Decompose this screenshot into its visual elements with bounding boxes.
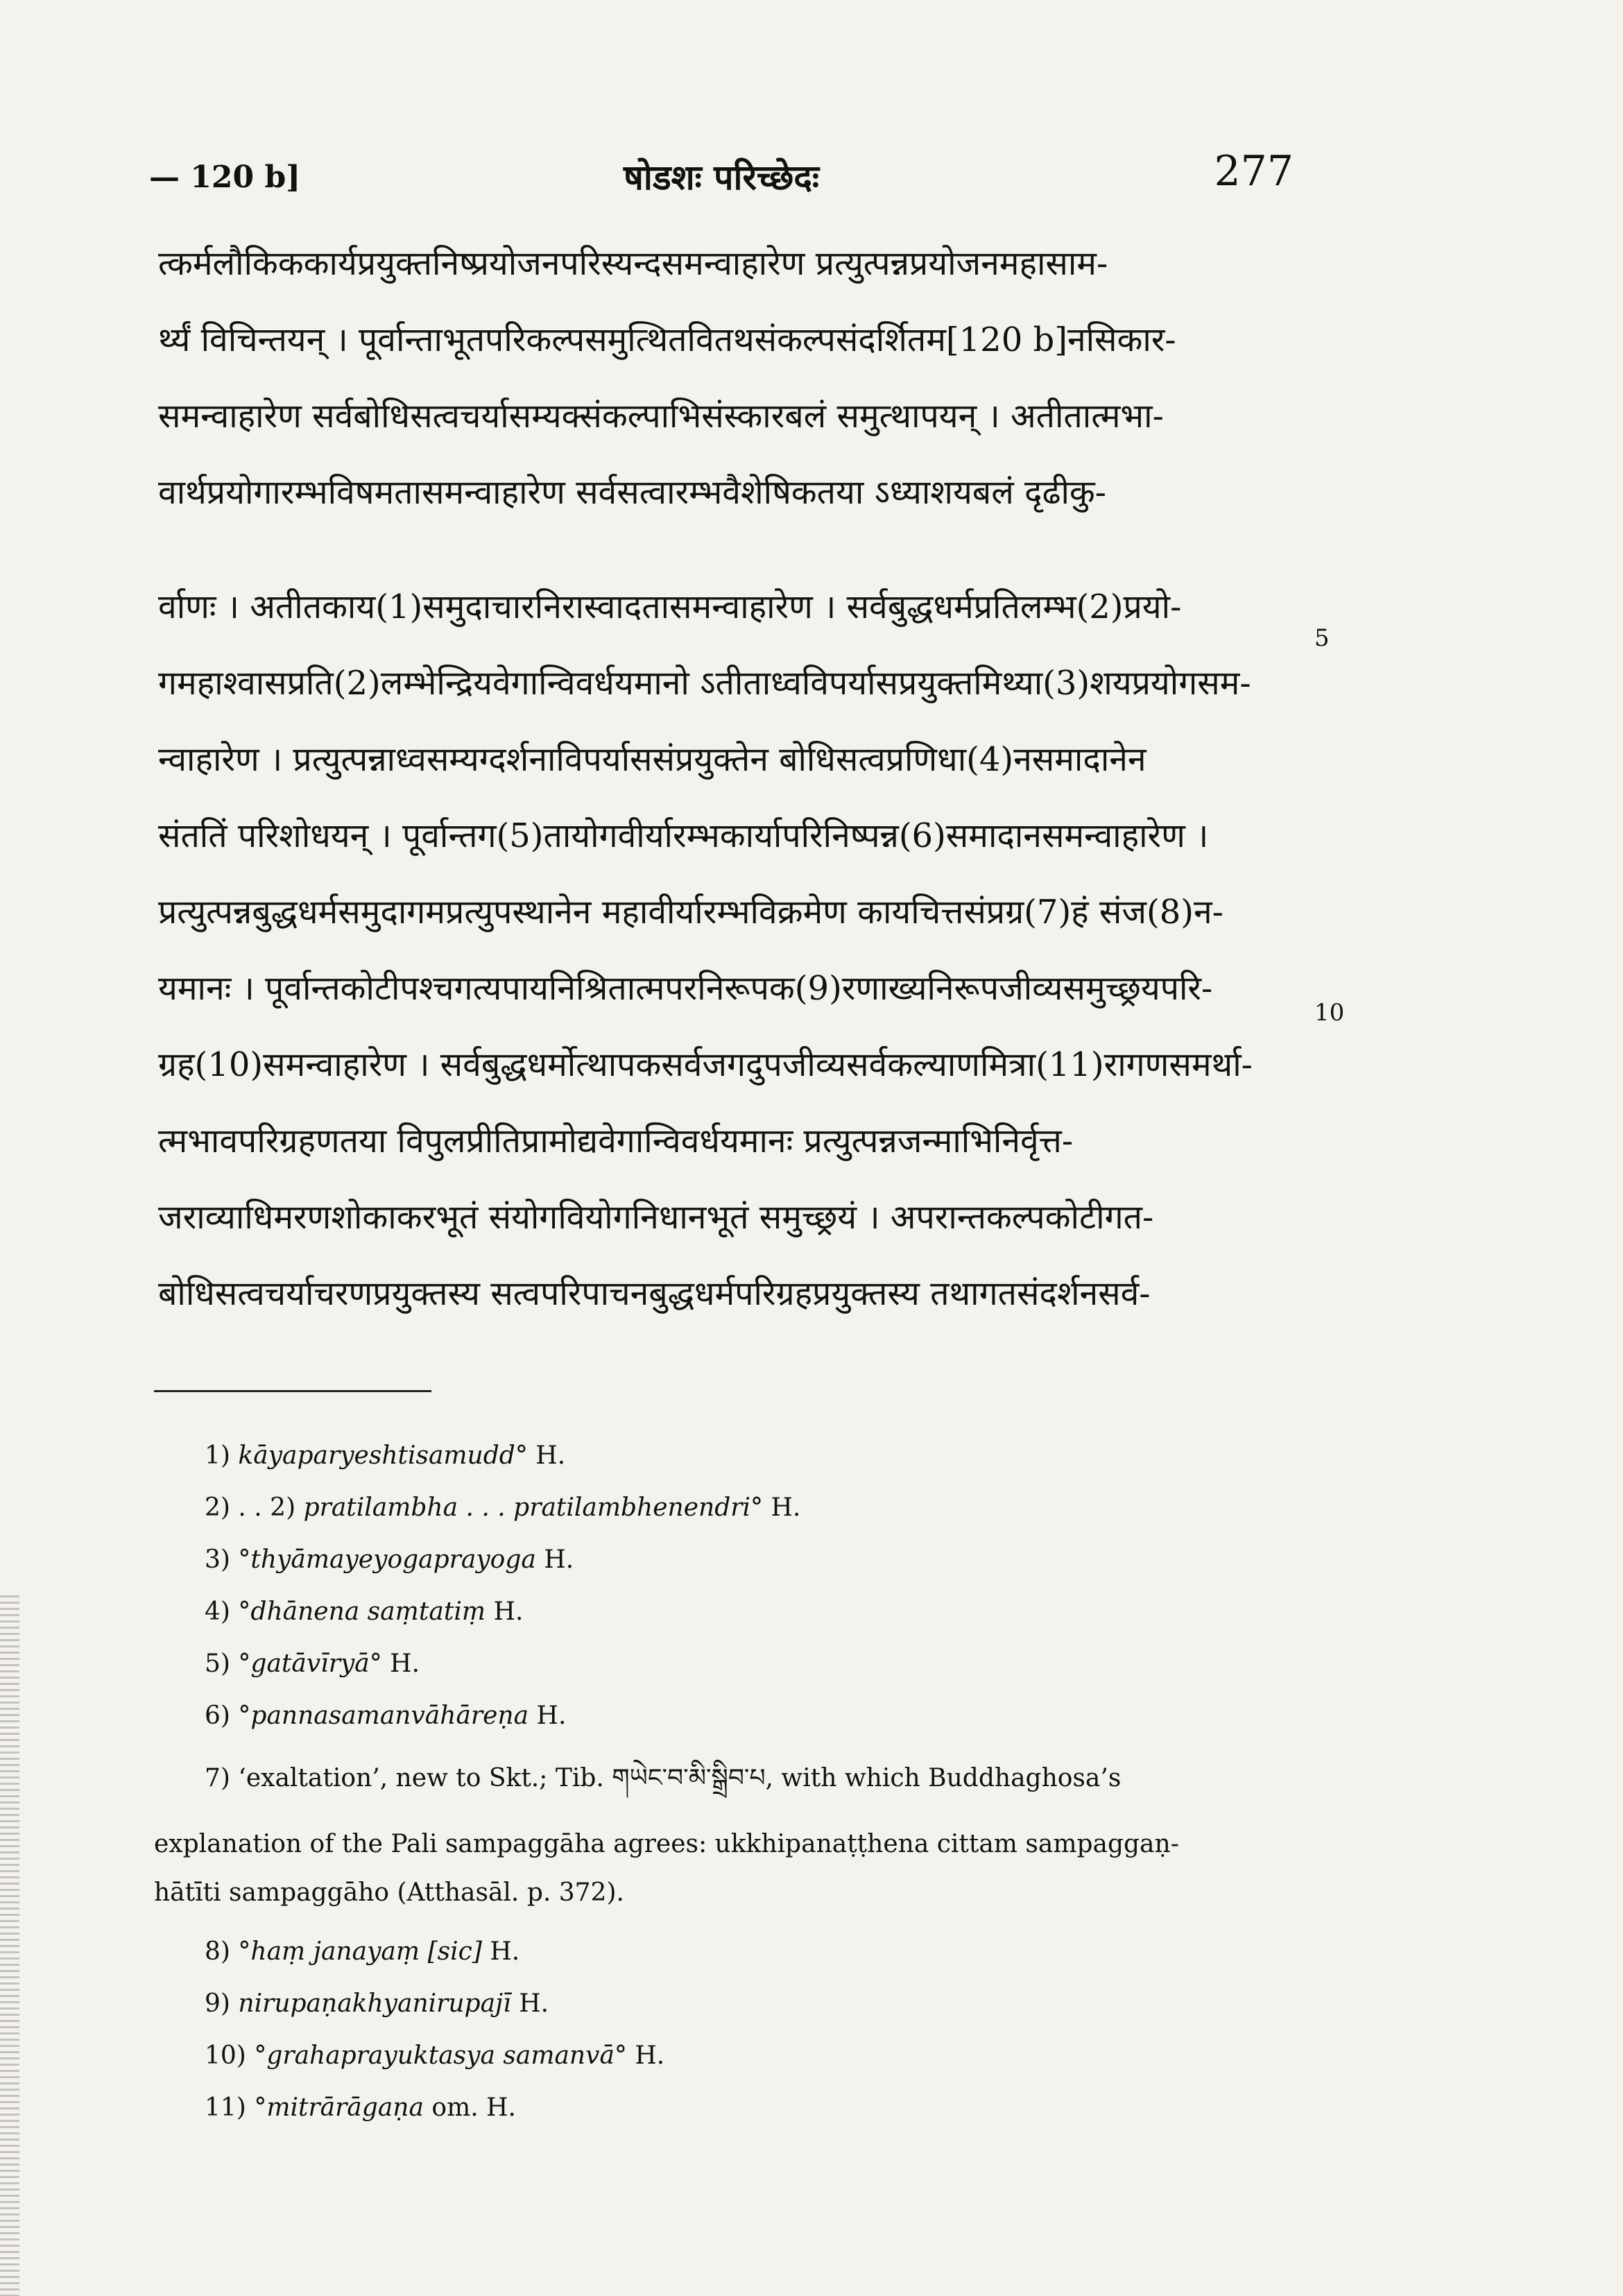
footnote: [205, 2088, 516, 2128]
footnote: [205, 1488, 800, 1528]
footnote-suffix: H.: [535, 1441, 566, 1470]
footnote-text: °thyāmayeyogaprayoga: [238, 1545, 536, 1574]
text-line: त्कर्मलौकिककार्यप्रयुक्तनिष्प्रयोजनपरिस्यन्दसमन्वाहारेण प्रत्युत्पन्नप्रयोजनमहासाम-: [158, 244, 1108, 283]
footnote: [205, 1436, 565, 1476]
text-line: गमहाश्वासप्रति(2)लम्भेन्द्रियवेगान्विवर्धयमानो ऽतीताध्वविपर्यासप्रयुक्तमिथ्या(3)शयप्रयोगसम-: [158, 664, 1251, 703]
footnote-suffix: H.: [490, 1937, 520, 1966]
footnote-number: 4): [205, 1597, 230, 1626]
footnote-divider: [154, 1390, 431, 1392]
footnote-text: ‘exaltation’, new to Skt.; Tib. གཡེང་བ་མི་སྒྲིབ་པ, with which Buddhaghosa’s: [238, 1764, 1122, 1792]
footnote-suffix: H.: [771, 1493, 801, 1522]
footnote-suffix: H.: [544, 1545, 574, 1574]
text-line: र्वाणः । अतीतकाय(1)समुदाचारनिरास्वादतासमन्वाहारेण । सर्वबुद्धधर्मप्रतिलम्भ(2)प्रयो-: [158, 588, 1182, 626]
footnote: [205, 1644, 420, 1684]
text-line: ग्रह(10)समन्वाहारेण । सर्वबुद्धधर्मोत्थापकसर्वजगदुपजीव्यसर्वकल्याणमित्रा(11)रागणसमर्था-: [158, 1045, 1253, 1084]
line-number: 5: [1314, 624, 1330, 652]
footnote-continuation: hātīti sampaggāho (Atthasāl. p. 372).: [154, 1878, 624, 1907]
text-line: संततिं परिशोधयन् । पूर्वान्तग(5)तायोगवीर्यारम्भकार्यापरिनिष्पन्न(6)समादानसमन्वाहारेण ।: [158, 816, 1209, 855]
text-line: वार्थप्रयोगारम्भविषमतासमन्वाहारेण सर्वसत्वारम्भवैशेषिकतया ऽध्याशयबलं दृढीकु-: [158, 473, 1107, 512]
chapter-title: षोडशः परिच्छेदः: [623, 157, 819, 198]
page-header: [149, 147, 1294, 196]
footnote: [205, 1540, 574, 1580]
footnote: [205, 1758, 1121, 1799]
footnote-text: pratilambha . . . pratilambhenendri°: [303, 1493, 763, 1522]
page-number: 277: [1214, 147, 1294, 196]
footnote-text: °grahaprayuktasya samanvā°: [254, 2041, 627, 2070]
text-line: यमानः । पूर्वान्तकोटीपश्चगत्यपायनिश्रितात्मपरनिरूपक(9)रणाख्यनिरूपजीव्यसमुच्छ्रयपरि-: [158, 969, 1213, 1008]
footnote-text: °gatāvīryā°: [238, 1650, 382, 1678]
footnote-number: 11): [205, 2093, 246, 2122]
text-line: जराव्याधिमरणशोकाकरभूतं संयोगवियोगनिधानभूतं समुच्छ्रयं । अपरान्तकल्पकोटीगत-: [158, 1198, 1154, 1237]
footnote-number: 5): [205, 1650, 230, 1678]
text-line: न्वाहारेण । प्रत्युत्पन्नाध्वसम्यग्दर्शनाविपर्याससंप्रयुक्तेन बोधिसत्वप्रणिधा(4)नसमादानेन: [158, 740, 1147, 779]
scan-edge-noise: [0, 1595, 19, 2296]
folio-reference: — 120 b]: [149, 160, 301, 195]
footnote: [205, 1932, 519, 1972]
text-line: प्रत्युत्पन्नबुद्धधर्मसमुदागमप्रत्युपस्थानेन महावीर्यारम्भविक्रमेण कायचित्तसंप्रग्र(7)हं संज(8)न-: [158, 893, 1223, 932]
footnote-suffix: H.: [493, 1597, 524, 1626]
footnote-number: 1): [205, 1441, 230, 1470]
footnote-number: 6): [205, 1702, 230, 1730]
line-number: 10: [1314, 999, 1345, 1027]
footnote-suffix: om. H.: [431, 2093, 516, 2122]
footnote-text: °mitrārāgaṇa: [254, 2093, 424, 2122]
footnote-suffix: H.: [635, 2041, 665, 2070]
footnote: [205, 1592, 523, 1632]
footnote-suffix: H.: [519, 1989, 549, 2018]
footnote-text: °pannasamanvāhāreṇa: [238, 1702, 529, 1730]
footnote-number: 7): [205, 1764, 230, 1792]
footnote-number: 3): [205, 1545, 230, 1574]
footnote-text: nirupaṇakhyanirupajī: [238, 1989, 511, 2018]
footnote-suffix: H.: [536, 1702, 567, 1730]
text-line: त्मभावपरिग्रहणतया विपुलप्रीतिप्रामोद्यवेगान्विवर्धयमानः प्रत्युत्पन्नजन्माभिनिर्वृत्त-: [158, 1122, 1074, 1160]
footnote-text: °dhānena saṃtatiṃ: [238, 1597, 486, 1626]
footnote-number: 9): [205, 1989, 230, 2018]
footnote-suffix: H.: [390, 1650, 420, 1678]
footnote-number: 2) . . 2): [205, 1493, 296, 1522]
footnote-number: 8): [205, 1937, 230, 1966]
footnote: [205, 1984, 549, 2024]
footnote-text: kāyaparyeshtisamudd°: [238, 1441, 528, 1470]
text-line: बोधिसत्वचर्याचरणप्रयुक्तस्य सत्वपरिपाचनबुद्धधर्मपरिग्रहप्रयुक्तस्य तथागतसंदर्शनसर्व-: [158, 1274, 1151, 1313]
footnote: [205, 2036, 664, 2076]
footnote-number: 10): [205, 2041, 246, 2070]
text-line: समन्वाहारेण सर्वबोधिसत्वचर्यासम्यक्संकल्पाभिसंस्कारबलं समुत्थापयन् । अतीतात्मभा-: [158, 397, 1164, 436]
footnote-continuation: explanation of the Pali sampaggāha agrees: ukkhipanaṭṭhena cittam sampaggaṇ-: [154, 1830, 1179, 1858]
footnote-text: °haṃ janayaṃ [sic]: [238, 1937, 482, 1966]
text-line: र्थ्यं विचिन्तयन् । पूर्वान्ताभूतपरिकल्पसमुत्थितवितथसंकल्पसंदर्शितम[120 b]नसिकार-: [158, 320, 1176, 359]
footnote: [205, 1696, 566, 1736]
